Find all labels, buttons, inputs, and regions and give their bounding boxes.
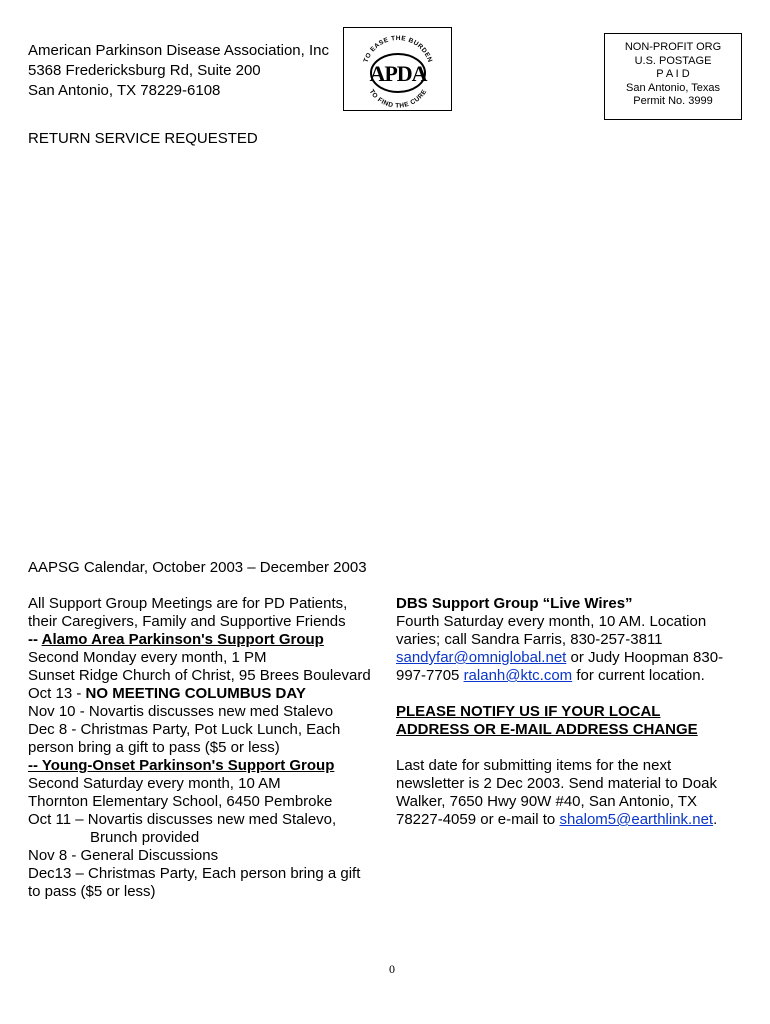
sender-line-1: American Parkinson Disease Association, Inc <box>28 42 329 59</box>
sandyfar-email-link[interactable]: sandyfar@omniglobal.net <box>396 649 567 666</box>
alamo-dec-event-line-2: person bring a gift to pass ($5 or less) <box>28 739 280 756</box>
dbs-line-4-start: 997-7705 <box>396 667 464 684</box>
sender-line-3: San Antonio, TX 78229-6108 <box>28 82 221 99</box>
sender-address <box>28 41 329 101</box>
postage-indicia <box>604 33 742 120</box>
right-column <box>396 595 741 829</box>
notify-heading-line-2: ADDRESS OR E-MAIL ADDRESS CHANGE <box>396 721 698 738</box>
submit-line-2: newsletter is 2 Dec 2003. Send material to Doak <box>396 775 717 792</box>
young-dec-event-line-2: to pass ($5 or less) <box>28 883 156 900</box>
young-oct-event: Oct 11 – Novartis discusses new med Stalevo, <box>28 811 337 828</box>
return-service-notice: RETURN SERVICE REQUESTED <box>28 130 258 147</box>
apda-seal-icon <box>344 28 451 110</box>
submit-line-4 <box>396 811 741 829</box>
alamo-group-heading <box>28 631 383 649</box>
left-column <box>28 595 383 901</box>
dbs-group-title: DBS Support Group “Live Wires” <box>396 595 633 612</box>
dbs-line-1: Fourth Saturday every month, 10 AM. Location <box>396 613 707 630</box>
logo-center-text: APDA <box>369 61 427 86</box>
svg-text:TO EASE THE BURDEN <box>363 35 434 64</box>
alamo-location: Sunset Ridge Church of Christ, 95 Brees Boulevard <box>28 667 371 684</box>
postage-line-1: NON-PROFIT ORG <box>624 41 722 53</box>
submit-line-1: Last date for submitting items for the next <box>396 757 672 774</box>
young-onset-group-title: -- Young-Onset Parkinson's Support Group <box>28 757 335 774</box>
postage-line-3: P A I D <box>656 68 690 80</box>
postage-line-4: San Antonio, Texas <box>626 81 720 94</box>
alamo-oct-event <box>28 685 383 703</box>
submit-line-4-end: . <box>713 811 718 828</box>
ralanh-email-link[interactable]: ralanh@ktc.com <box>463 667 573 684</box>
page-number: 0 <box>389 962 395 976</box>
notify-heading-line-1: PLEASE NOTIFY US IF YOUR LOCAL <box>396 703 661 720</box>
alamo-schedule: Second Monday every month, 1 PM <box>28 649 267 666</box>
logo-bottom-text: TO FIND THE CURE <box>367 88 429 110</box>
alamo-group-title: Alamo Area Parkinson's Support Group <box>41 631 324 648</box>
alamo-oct-text: NO MEETING COLUMBUS DAY <box>85 685 306 702</box>
intro-line-2: their Caregivers, Family and Supportive Friends <box>28 613 346 630</box>
alamo-dec-event-line-1: Dec 8 - Christmas Party, Pot Luck Lunch, Each <box>28 721 341 738</box>
young-dec-event-line-1: Dec13 – Christmas Party, Each person bring a gift <box>28 865 361 882</box>
dbs-line-3 <box>396 649 741 667</box>
sender-line-2: 5368 Fredericksburg Rd, Suite 200 <box>28 62 261 79</box>
postage-line-2: U.S. POSTAGE <box>634 54 712 67</box>
calendar-title: AAPSG Calendar, October 2003 – December 2003 <box>28 559 367 576</box>
alamo-oct-date: Oct 13 - <box>28 685 86 702</box>
dbs-line-4-end: for current location. <box>572 667 705 684</box>
dbs-line-4 <box>396 667 741 685</box>
alamo-nov-event: Nov 10 - Novartis discusses new med Stalevo <box>28 703 334 720</box>
young-nov-event: Nov 8 - General Discussions <box>28 847 219 864</box>
logo-top-text: TO EASE THE BURDEN <box>362 34 434 64</box>
apda-logo <box>343 27 452 111</box>
young-oct-event-line-2: Brunch provided <box>90 829 200 846</box>
young-schedule: Second Saturday every month, 10 AM <box>28 775 281 792</box>
young-location: Thornton Elementary School, 6450 Pembroke <box>28 793 333 810</box>
intro-line-1: All Support Group Meetings are for PD Patients, <box>28 595 348 612</box>
dbs-line-3-text: or Judy Hoopman 830- <box>566 649 724 666</box>
shalom5-email-link[interactable]: shalom5@earthlink.net <box>559 811 714 828</box>
dbs-line-2: varies; call Sandra Farris, 830-257-3811 <box>396 631 663 648</box>
submit-line-4-start: 78227-4059 or e-mail to <box>396 811 560 828</box>
submit-line-3: Walker, 7650 Hwy 90W #40, San Antonio, TX <box>396 793 697 810</box>
alamo-prefix: -- <box>28 631 42 648</box>
postage-line-5: Permit No. 3999 <box>633 95 713 107</box>
